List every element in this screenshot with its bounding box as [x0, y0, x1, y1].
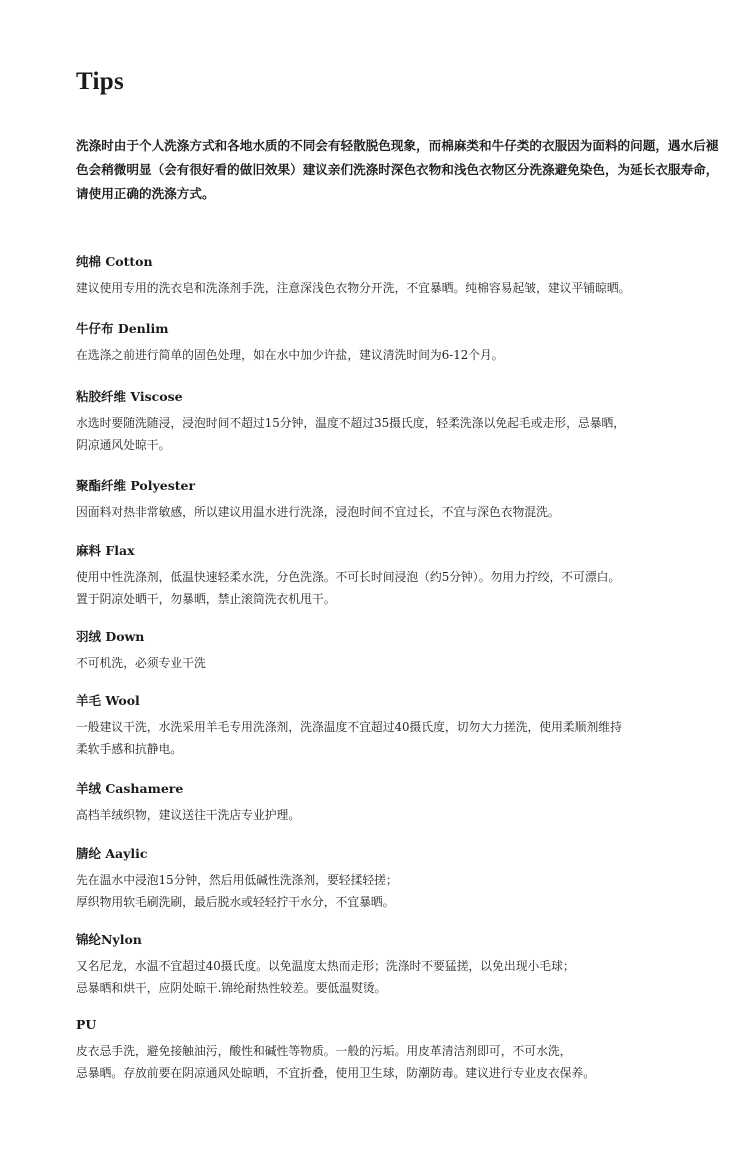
section-body [76, 501, 696, 523]
section-title: 牛仔布 Denlim [76, 321, 169, 336]
section-line: 阴凉通风处晾干。 [76, 438, 171, 452]
section-line: 忌暴晒。存放前要在阴凉通风处晾晒，不宜折叠，使用卫生球，防潮防毒。建议进行专业皮衣保养。 [76, 1066, 596, 1080]
section-body [76, 652, 696, 674]
section-line: 又名尼龙，水温不宜超过40摄氏度。以免温度太热而走形；洗涤时不要猛搓，以免出现小毛球； [76, 959, 575, 973]
section-polyester [76, 477, 696, 523]
section-pu [76, 1016, 696, 1084]
section-body [76, 955, 696, 999]
section-line: 使用中性洗涤剂，低温快速轻柔水洗，分色洗涤。不可长时间浸泡（约5分钟）。勿用力拧绞，不可漂白。 [76, 570, 621, 584]
section-body [76, 716, 696, 760]
section-line: 厚织物用软毛刷洗刷，最后脱水或轻轻拧干水分，不宜暴晒。 [76, 895, 395, 909]
section-body [76, 1040, 696, 1084]
section-flax [76, 542, 696, 610]
section-line: 因面料对热非常敏感，所以建议用温水进行洗涤，浸泡时间不宜过长，不宜与深色衣物混洗。 [76, 505, 560, 519]
section-title: 粘胶纤维 Viscose [76, 389, 183, 404]
section-line: 水选时要随洗随浸，浸泡时间不超过15分钟，温度不超过35摄氏度，轻柔洗涤以免起毛或走形，忌暴晒， [76, 416, 626, 430]
section-title: 麻料 Flax [76, 543, 135, 558]
section-title: 羽绒 Down [76, 629, 145, 644]
section-title: PU [76, 1017, 97, 1032]
section-body [76, 869, 696, 913]
page-title: Tips [76, 68, 125, 95]
section-nylon [76, 931, 696, 999]
section-body [76, 412, 696, 456]
section-line: 先在温水中浸泡15分钟，然后用低碱性洗涤剂，要轻揉轻搓； [76, 873, 398, 887]
section-line: 柔软手感和抗静电。 [76, 742, 183, 756]
section-title: 纯棉 Cotton [76, 254, 153, 269]
section-body [76, 344, 696, 366]
section-line: 建议使用专用的洗衣皂和洗涤剂手洗，注意深浅色衣物分开洗，不宜暴晒。纯棉容易起皱，建议平铺晾晒。 [76, 281, 631, 295]
section-line: 置于阴凉处晒干，勿暴晒，禁止滚筒洗衣机甩干。 [76, 592, 336, 606]
section-title: 聚酯纤维 Polyester [76, 478, 196, 493]
section-denim [76, 320, 696, 366]
section-title: 腈纶 Aaylic [76, 846, 148, 861]
section-line: 在选涤之前进行简单的固色处理，如在水中加少许盐，建议清洗时间为6-12个月。 [76, 348, 504, 362]
section-cashmere [76, 780, 696, 826]
section-body [76, 804, 696, 826]
section-acrylic [76, 845, 696, 913]
section-viscose [76, 388, 696, 456]
section-body [76, 566, 696, 610]
section-cotton [76, 253, 696, 299]
section-line: 一般建议干洗，水洗采用羊毛专用洗涤剂，洗涤温度不宜超过40摄氏度，切勿大力搓洗，使用柔顺剂维持 [76, 720, 622, 734]
section-title: 锦纶Nylon [76, 932, 142, 947]
section-title: 羊绒 Cashamere [76, 781, 184, 796]
section-line: 高档羊绒织物，建议送往干洗店专业护理。 [76, 808, 301, 822]
intro-paragraph: 洗涤时由于个人洗涤方式和各地水质的不同会有轻散脱色现象，而棉麻类和牛仔类的衣服因为面料的问题，遇水后褪色会稍微明显（会有很好看的做旧效果）建议亲们洗涤时深色衣物和浅色衣物区分洗涤避免染色，为延长衣服寿命，请使用正确的洗涤方式。 [76, 138, 719, 201]
section-body [76, 277, 696, 299]
section-line: 忌暴晒和烘干，应阴处晾干.锦纶耐热性较差。要低温熨烫。 [76, 981, 387, 995]
section-down [76, 628, 696, 674]
section-line: 不可机洗，必须专业干洗 [76, 656, 206, 670]
section-wool [76, 692, 696, 760]
section-line: 皮衣忌手洗，避免接触油污，酸性和碱性等物质。一般的污垢。用皮革清洁剂即可，不可水洗， [76, 1044, 572, 1058]
section-title: 羊毛 Wool [76, 693, 140, 708]
